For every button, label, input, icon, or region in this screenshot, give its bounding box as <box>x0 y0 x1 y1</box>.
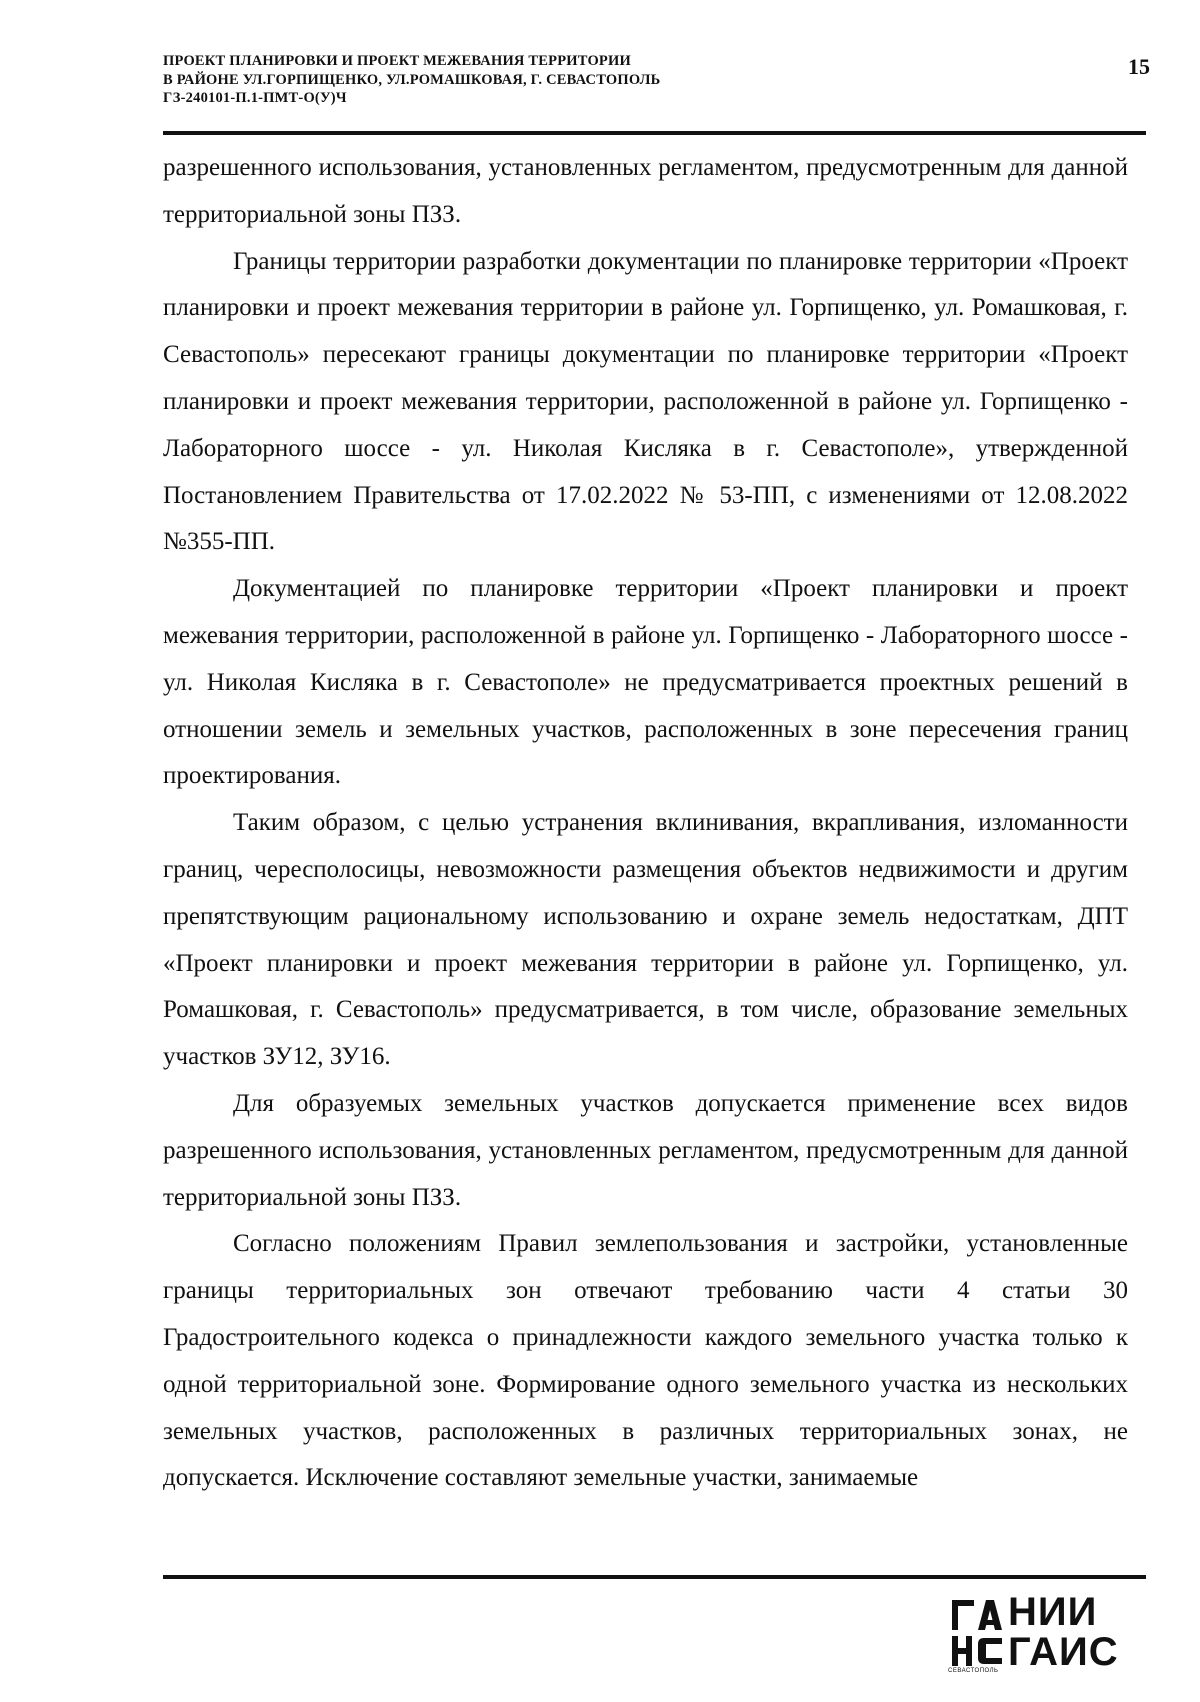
company-logo <box>948 1590 1128 1674</box>
header-title-line-1: ПРОЕКТ ПЛАНИРОВКИ И ПРОЕКТ МЕЖЕВАНИЯ ТЕРРИТОРИИ <box>163 53 631 69</box>
header-document-code: ГЗ-240101-П.1-ПМТ-О(У)Ч <box>163 90 347 106</box>
page-header <box>163 52 1150 108</box>
paragraph-6: Согласно положениям Правил землепользования и застройки, установленные границы территориальных зон отвечают требованию части 4 статьи 30 Градостроительного кодекса о принадлежности каждого земельного участка только к одной территориальной зоне. Формирование одного земельного участка из нескольких земельных участков, расположенных в различных территориальных зонах, не допускается. Исключение составляют земельные участки, занимаемые <box>163 1230 1128 1492</box>
paragraph-1: разрешенного использования, установленных регламентом, предусмотренным для данной территориальной зоны ПЗЗ. <box>163 154 1128 228</box>
paragraph-4: Таким образом, с целью устранения вклинивания, вкрапливания, изломанности границ, чересполосицы, невозможности размещения объектов недвижимости и другим препятствующим рациональному использованию и охране земель недостаткам, ДПТ «Проект планировки и проект межевания территории в районе ул. Горпищенко, ул. Ромашковая, г. Севастополь» предусматривается, в том числе, образование земельных участков ЗУ12, ЗУ16. <box>163 809 1128 1071</box>
paragraph-3: Документацией по планировке территории «Проект планировки и проект межевания территории, расположенной в районе ул. Горпищенко - Лабораторного шоссе - ул. Николая Кисляка в г. Севастополе» не предусматривается проектных решений в отношении земель и земельных участков, расположенных в зоне пересечения границ проектирования. <box>163 575 1128 790</box>
logo-line-1: НИИ <box>1008 1590 1098 1634</box>
footer-divider <box>163 1575 1146 1579</box>
paragraph-5: Для образуемых земельных участков допускается применение всех видов разрешенного использования, установленных регламентом, предусмотренным для данной территориальной зоны ПЗЗ. <box>163 1089 1128 1211</box>
paragraph-2: Границы территории разработки документации по планировке территории «Проект планировки и проект межевания территории в районе ул. Горпищенко, ул. Ромашковая, г. Севастополь» пересекают границы документации по планировке территории «Проект планировки и проект межевания территории, расположенной в районе ул. Горпищенко - Лабораторного шоссе - ул. Николая Кисляка в г. Севастополе», утвержденной Постановлением Правительства от 17.02.2022 № 53-ПП, с изменениями от 12.08.2022 №355-ПП. <box>163 247 1128 556</box>
logo-city-caption: СЕВАСТОПОЛЬ <box>948 1668 999 1674</box>
logo-line-2: ГАИС <box>1008 1630 1119 1674</box>
page-number: 15 <box>1128 54 1150 79</box>
document-body <box>163 145 1128 1502</box>
header-title-line-2: В РАЙОНЕ УЛ.ГОРПИЩЕНКО, УЛ.РОМАШКОВАЯ, Г. СЕВАСТОПОЛЬ <box>163 71 661 88</box>
header-divider <box>163 131 1146 135</box>
logo-wordmark <box>1008 1592 1119 1672</box>
logo-emblem-icon <box>948 1596 1004 1674</box>
